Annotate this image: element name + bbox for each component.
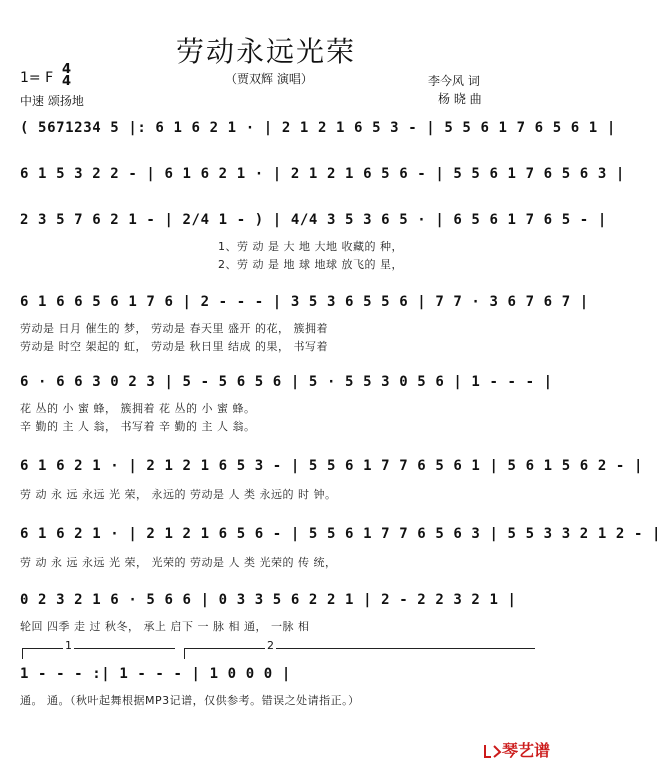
notes-line: 0 2 3 2 1 6 · 5 6 6 | 0 3 3 5 6 2 2 1 | 2 - 2 2 3 2 1 | [20, 592, 517, 608]
notes-line: 6 1 6 2 1 · | 2 1 2 1 6 5 3 - | 5 5 6 1 7 7 6 5 6 1 | 5 6 1 5 6 2 - | [20, 458, 643, 474]
notes-line: 6 1 6 6 5 6 1 7 6 | 2 - - - | 3 5 3 6 5 5 6 | 7 7 · 3 6 7 6 7 | [20, 294, 589, 310]
time-sig-bottom: 4 [62, 74, 72, 89]
notes-line: 6 1 5 3 2 2 - | 6 1 6 2 1 · | 2 1 2 1 6 5 6 - | 5 5 6 1 7 6 5 6 3 | [20, 166, 625, 182]
time-sig-top: 4 [62, 62, 72, 77]
score-row [20, 590, 542, 636]
score-row [20, 292, 589, 354]
lyrics-line: 轮回 四季 走 过 秋冬， 承上 启下 一 脉 相 通， 一脉 相 [20, 620, 310, 633]
score-row [20, 206, 607, 271]
lyrics-line: 通。 通。（秋叶起舞根据MP3记谱，仅供参考。错误之处请指正。） [20, 694, 360, 707]
lyrics-line: 1、劳 动 是 大 地 大地 收藏的 种， [218, 240, 403, 253]
lyrics-line: 花 丛的 小 蜜 蜂， 簇拥着 花 丛的 小 蜜 蜂。 [20, 402, 256, 415]
composer-credit: 杨 晓 曲 [438, 92, 482, 106]
song-title: 劳动永远光荣 [176, 35, 357, 68]
lyrics-line: 辛 勤的 主 人 翁， 书写着 辛 勤的 主 人 翁。 [20, 420, 256, 433]
lyrics-line: 2、劳 动 是 地 球 地球 放飞的 星， [218, 258, 403, 271]
lyrics-line: 劳 动 永 远 永远 光 荣， 永远的 劳动是 人 类 永远的 时 钟。 [20, 488, 337, 501]
key-signature: 1= F [20, 70, 54, 86]
watermark-text: 琴艺谱 [502, 741, 551, 760]
score-row [20, 524, 661, 570]
watermark-logo [482, 738, 550, 761]
time-signature [62, 64, 71, 88]
notes-line: 2 3 5 7 6 2 1 - | 2/4 1 - ) | 4/4 3 5 3 6 5 · | 6 5 6 1 7 6 5 - | [20, 212, 607, 228]
volta-first-ending [22, 639, 175, 659]
notes-line: 6 1 6 2 1 · | 2 1 2 1 6 5 6 - | 5 5 6 1 7 7 6 5 6 3 | 5 5 3 3 2 1 2 - | [20, 526, 661, 542]
notes-line: 6 · 6 6 3 0 2 3 | 5 - 5 6 5 6 | 5 · 5 5 3 0 5 6 | 1 - - - | [20, 374, 553, 390]
lyrics-line: 劳 动 永 远 永远 光 荣， 光荣的 劳动是 人 类 光荣的 传 统， [20, 556, 337, 569]
score-row [20, 114, 616, 142]
volta-number: 2 [267, 639, 274, 652]
notes-line: 1 - - - :| 1 - - - | 1 0 0 0 | [20, 666, 291, 682]
tempo-marking: 中速 颂扬地 [20, 94, 84, 108]
lyrics-line: 劳动是 日月 催生的 梦， 劳动是 春天里 盛开 的花， 簇拥着 [20, 322, 328, 335]
score-row [20, 664, 542, 710]
volta-number: 1 [65, 639, 72, 652]
score-row [20, 456, 643, 502]
notes-line: ( 5671234 5 |: 6 1 6 2 1 · | 2 1 2 1 6 5 3 - | 5 5 6 1 7 6 5 6 1 | [20, 120, 616, 136]
score-row [20, 160, 625, 188]
music-note-icon [482, 743, 502, 759]
volta-second-ending [184, 639, 535, 659]
lyricist-credit: 李今风 词 [428, 74, 480, 88]
score-row [20, 372, 553, 434]
lyrics-line: 劳动是 时空 架起的 虹， 劳动是 秋日里 结成 的果， 书写着 [20, 340, 328, 353]
performer-credit: （贾双辉 演唱） [225, 72, 313, 86]
